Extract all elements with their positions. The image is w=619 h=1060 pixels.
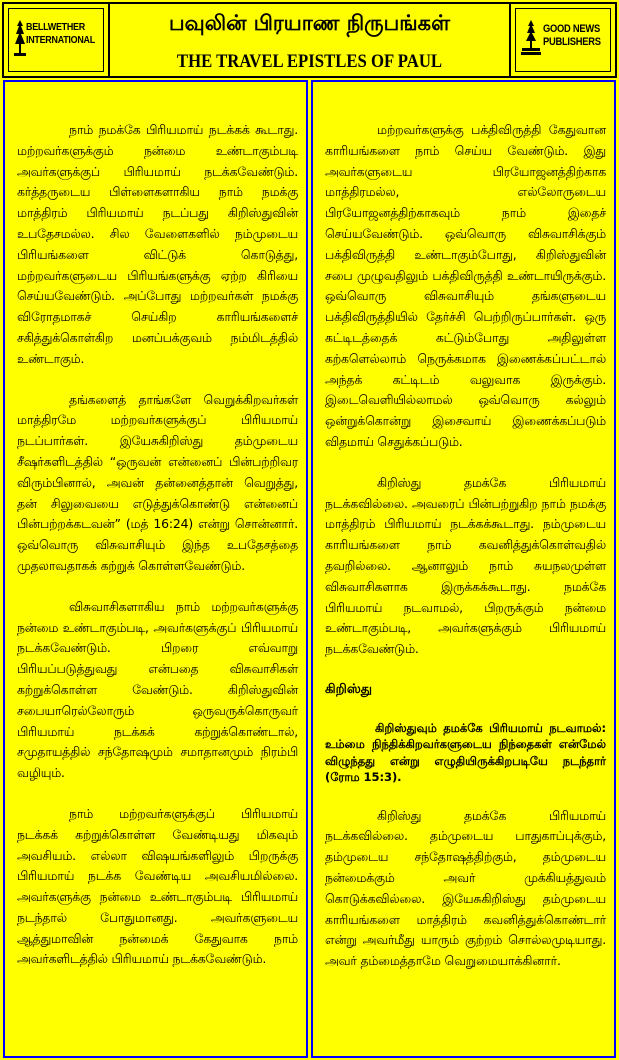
left-paragraph-1: நாம் நமக்கே பிரியமாய் நடக்கக் கூடாது. மற்றவர்களுக்கும் நன்மை உண்டாகும்படி அவர்களுக்குப் பிரியமாய் நடக்கவேண்டும். கர்த்தருடைய பிள்ளைகளாகிய நாம் நமக்கு மாத்திரம் பிரியமாய் நடப்பது கிறிஸ்துவின் உபதேசமல்ல. சில வேளைகளில் நம்முடைய பிரியங்களை விட்டுக் கொடுத்து, மற்றவர்களுடைய பிரியங்களுக்கு ஏற்ற கிரியை செய்யவேண்டும். அப்போது மற்றவர்கள் நமக்கு விரோதமாகச் செய்கிற காரியங்களைச் சகித்துக்கொள்கிற மனப்பக்குவம் நம்மிடத்தில் உண்டாகும். xyxy=(17,122,298,366)
left-column xyxy=(3,80,308,1058)
right-column xyxy=(311,80,616,1058)
left-paragraph-4: நாம் மற்றவர்களுக்குப் பிரியமாய் நடக்கக் கற்றுக்கொள்ள வேண்டியது மிகவும் அவசியம். எல்லா விஷயங்களிலும் பிறருக்கு பிரியமாய் நடக்க வேண்டிய அவசியமில்லை. அவர்களுக்கு நன்மை உண்டாகும்படி பிரியமாய் நடந்தால் போதுமானது. அவர்களுடைய ஆத்துமாவின் நன்மைக் கேதுவாக நாம் அவர்களிடத்தில் பிரியமாய் நடக்கவேண்டும். xyxy=(17,805,298,967)
logo-right-line2: PUBLISHERS xyxy=(543,36,601,48)
logo-left-line2: INTERNATIONAL xyxy=(26,34,95,46)
book-stack-icon xyxy=(519,18,543,58)
scripture-quote: கிறிஸ்துவும் தமக்கே பிரியமாய் நடவாமல்: உம்மை நிந்திக்கிறவர்களுடைய நிந்தைகள் என்மேல் விழுந்தது என்று எழுதியிருக்கிறபடியே நடந்தார் (ரோம 15:3). xyxy=(325,720,606,785)
logo-left-line1: BELLWETHER xyxy=(26,21,85,33)
page-header xyxy=(2,2,617,78)
right-paragraph-2: கிறிஸ்து தமக்கே பிரியமாய் நடக்கவில்லை. அவரைப் பின்பற்றுகிற நாம் நமக்கு மாத்திரம் பிரியமாய் நடக்கக்கூடாது. நம்முடைய காரியங்களை நாம் கவனித்துக்கொள்வதில் தவறில்லை. ஆனாலும் நாம் சுயநலமுள்ள விசுவாசிகளாக இருக்கக்கூடாது. நமக்கே பிரியமாய் நடவாமல், பிறருக்கும் நன்மை உண்டாகும்படி, அவர்களுக்கும் பிரியமாய் நடக்கவேண்டும். xyxy=(325,474,606,657)
page-title-english: THE TRAVEL EPISTLES OF PAUL xyxy=(176,51,443,72)
section-heading: கிறிஸ்து xyxy=(325,681,373,697)
right-paragraph-3: கிறிஸ்து தமக்கே பிரியமாய் நடக்கவில்லை. தம்முடைய பாதுகாப்புக்கும், தம்முடைய சந்தோஷத்திற்கும், தம்முடைய நன்மைக்கும் அவர் முக்கியத்துவம் கொடுக்கவில்லை. இயேசுகிறிஸ்து தம்முடைய காரியங்களை மாத்திரம் கவனித்துக்கொண்டார் என்று அவர்மீது யாரும் குற்றம் சொல்லமுடியாது. அவர் தம்மைத்தாமே வெறுமையாக்கினார். xyxy=(325,807,606,969)
good-news-logo[interactable] xyxy=(509,4,615,76)
logo-right-line1: GOOD NEWS xyxy=(543,23,600,35)
bellwether-logo[interactable] xyxy=(4,4,110,76)
left-paragraph-2: தங்களைத் தாங்களே வெறுக்கிறவர்கள் மாத்திரமே மற்றவர்களுக்குப் பிரியமாய் நடப்பார்கள். இயேசுகிறிஸ்து தம்முடைய சீஷர்களிடத்தில் “ஒருவன் என்னைப் பின்பற்றிவர விரும்பினால், அவன் தன்னைத்தான் வெறுத்து, தன் சிலுவையை எடுத்துக்கொண்டு என்னைப் பின்பற்றக்கடவன்” (மத் 16:24) என்று சொன்னார். ஒவ்வொரு விசுவாசியும் இந்த உபதேசத்தை முதலாவதாகக் கற்றுக் கொள்ளவேண்டும். xyxy=(17,391,298,573)
page-title-tamil: பவுலின் பிரயாண நிருபங்கள் xyxy=(168,11,451,35)
left-paragraph-3: விசுவாசிகளாகிய நாம் மற்றவர்களுக்கு நன்மை உண்டாகும்படி, அவர்களுக்குப் பிரியமாய் நடக்கவேண்டும். பிறரை எவ்வாறு பிரியப்படுத்துவது என்பதை விசுவாசிகள் கற்றுக்கொள்ள வேண்டும். கிறிஸ்துவின் சபையாரெல்லோரும் ஒருவருக்கொருவர் பிரியமாய் நடக்கக் கற்றுக்கொண்டால், சமுதாயத்தில் சந்தோஷமும் சமாதானமும் நிரம்பி வழியும். xyxy=(17,598,298,781)
right-paragraph-1: மற்றவர்களுக்கு பக்திவிருத்தி கேதுவான காரியங்களை நாம் செய்ய வேண்டும். இது அவர்களுடைய பிரயோஜனத்திற்காக மாத்திரமல்ல, எல்லோருடைய பிரயோஜனத்திற்காகவும் நாம் இதைச் செய்யவேண்டும். ஒவ்வொரு விசுவாசிக்கும் பக்திவிருத்தி உண்டாகும்போது, கிறிஸ்துவின் சபை முழுவதிலும் பக்திவிருத்தி உண்டாயிருக்கும். ஒவ்வொரு விசுவாசியும் தங்களுடைய பக்திவிருத்தியில் தேர்ச்சி பெற்றிருப்பார்கள். ஒரு கட்டிடத்தைக் கட்டும்போது அதிலுள்ள கற்களெல்லாம் நெருக்கமாக இணைக்கப்பட்டால் அந்தக் கட்டிடம் வலுவாக இருக்கும். இடைவெளியில்லாமல் ஒவ்வொரு கல்லும் ஒன்றுக்கொன்று இசைவாய் இணைக்கப்படும் விதமாய் செதுக்கப்படும். xyxy=(325,122,606,449)
